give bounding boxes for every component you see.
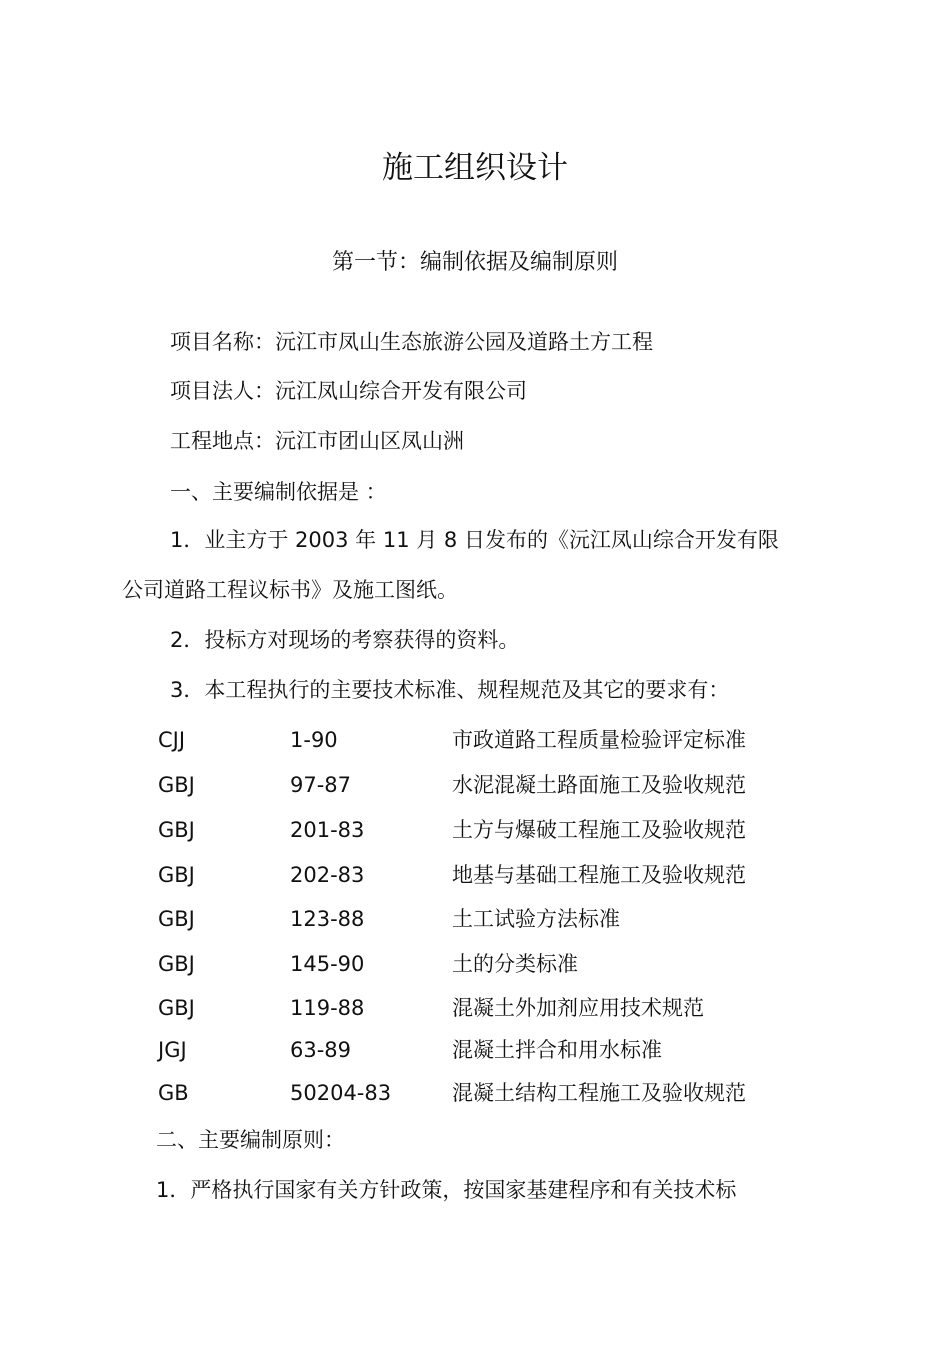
document-title: 施工组织设计 bbox=[382, 150, 568, 186]
standard-code: GBJ bbox=[158, 818, 195, 842]
basis-item-1-line-2: 公司道路工程议标书》及施工图纸。 bbox=[122, 578, 458, 602]
standard-number: 201-83 bbox=[290, 818, 365, 842]
basis-item-2: 2．投标方对现场的考察获得的资料。 bbox=[170, 628, 520, 652]
standard-number: 145-90 bbox=[290, 952, 365, 976]
basis-heading: 一、主要编制依据是 ： bbox=[170, 480, 387, 504]
project-name: 项目名称：沅江市凤山生态旅游公园及道路土方工程 bbox=[170, 330, 653, 354]
principles-item-1: 1．严格执行国家有关方针政策，按国家基建程序和有关技术标 bbox=[156, 1178, 737, 1202]
standard-number: 50204-83 bbox=[290, 1081, 392, 1105]
standard-name: 土方与爆破工程施工及验收规范 bbox=[452, 818, 746, 842]
standard-name: 水泥混凝土路面施工及验收规范 bbox=[452, 773, 746, 797]
project-location: 工程地点：沅江市团山区凤山洲 bbox=[170, 429, 464, 453]
standard-code: GBJ bbox=[158, 863, 195, 887]
standard-number: 63-89 bbox=[290, 1038, 352, 1062]
standard-number: 97-87 bbox=[290, 773, 352, 797]
basis-item-1-line-1: 1．业主方于 2003 年 11 月 8 日发布的《沅江凤山综合开发有限 bbox=[170, 528, 779, 552]
section-heading: 第一节：编制依据及编制原则 bbox=[331, 250, 618, 275]
standard-name: 混凝土结构工程施工及验收规范 bbox=[452, 1081, 746, 1105]
standard-code: CJJ bbox=[158, 728, 186, 752]
standard-code: GBJ bbox=[158, 907, 195, 931]
standard-name: 混凝土外加剂应用技术规范 bbox=[452, 996, 704, 1020]
basis-item-3: 3．本工程执行的主要技术标准、规程规范及其它的要求有： bbox=[170, 678, 730, 702]
project-owner: 项目法人：沅江凤山综合开发有限公司 bbox=[170, 379, 527, 403]
standard-name: 混凝土拌合和用水标准 bbox=[452, 1038, 662, 1062]
standard-name: 市政道路工程质量检验评定标准 bbox=[452, 728, 746, 752]
standard-number: 119-88 bbox=[290, 996, 365, 1020]
standard-code: GBJ bbox=[158, 773, 195, 797]
standard-code: GB bbox=[158, 1081, 189, 1105]
standard-name: 地基与基础工程施工及验收规范 bbox=[452, 863, 746, 887]
standard-number: 1-90 bbox=[290, 728, 338, 752]
standard-number: 202-83 bbox=[290, 863, 365, 887]
standard-code: GBJ bbox=[158, 952, 195, 976]
standard-code: JGJ bbox=[158, 1038, 187, 1062]
standard-name: 土的分类标准 bbox=[452, 952, 578, 976]
standard-code: GBJ bbox=[158, 996, 195, 1020]
principles-heading: 二、主要编制原则： bbox=[156, 1128, 345, 1152]
standard-name: 土工试验方法标准 bbox=[452, 907, 620, 931]
standard-number: 123-88 bbox=[290, 907, 365, 931]
